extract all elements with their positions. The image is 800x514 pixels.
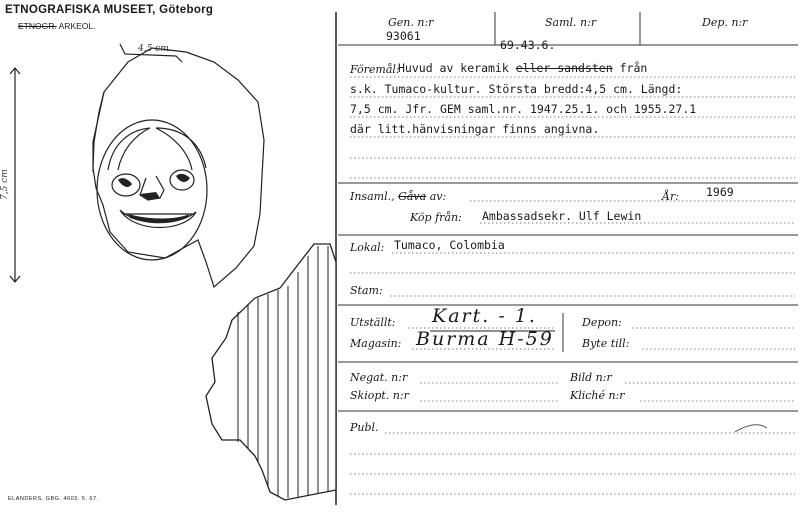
gava-struck: Gåva [398, 190, 427, 203]
gen-nr-label: Gen. n:r [388, 16, 434, 29]
foremal-line-4: där litt.hänvisningar finns angivna. [350, 122, 600, 136]
negat-label: Negat. n:r [350, 371, 408, 384]
dep-nr-label: Dep. n:r [702, 16, 748, 29]
sketch-width-note: 4,5 cm. [138, 44, 172, 54]
saml-nr-value: 69.43.6. [500, 38, 556, 52]
magasin-label: Magasin: [350, 337, 402, 350]
museum-title: ETNOGRAFISKA MUSEET, Göteborg [5, 4, 214, 16]
insaml-label: Insaml., Gåva av: [350, 190, 447, 203]
lokal-value: Tumaco, Colombia [394, 238, 505, 252]
profile-sketch [206, 244, 336, 500]
foremal-line-1: Huvud av keramik eller sandsten från [398, 61, 648, 75]
sketch-height-note: 7,5 cm [0, 169, 10, 200]
skiopt-label: Skiopt. n:r [350, 389, 409, 402]
department-line [18, 21, 96, 31]
ar-value: 1969 [706, 185, 734, 199]
stam-label: Stam: [350, 284, 383, 297]
department-struck: ETNOGR. [18, 21, 57, 31]
ar-label: År: [662, 190, 679, 203]
lokal-label: Lokal: [350, 241, 385, 254]
utstallt-value: Kart. - 1. [432, 305, 537, 327]
foremal-label: Föremål: [350, 63, 400, 76]
utstallt-label: Utställt: [350, 316, 396, 329]
depon-label: Depon: [582, 316, 622, 329]
saml-nr-label: Saml. n:r [545, 16, 597, 29]
kliche-label: Kliché n:r [570, 389, 625, 402]
magasin-value: Burma H-59 [416, 328, 554, 350]
kop-label: Köp från: [410, 211, 462, 224]
foremal-struck-text: eller sandsten [515, 61, 613, 75]
foremal-line-3: 7,5 cm. Jfr. GEM saml.nr. 1947.25.1. och 1955.27.1 [350, 102, 697, 116]
gen-nr-value: 93061 [386, 29, 421, 43]
byte-label: Byte till: [582, 337, 630, 350]
department-value: ARKEOL. [58, 21, 96, 31]
printer-imprint: ELANDERS. GBG. 4603. 5. 67. [8, 496, 99, 502]
publ-label: Publ. [350, 421, 379, 434]
mask-sketch [10, 44, 264, 287]
bild-label: Bild n:r [570, 371, 612, 384]
foremal-line-2: s.k. Tumaco-kultur. Största bredd:4,5 cm. Längd: [350, 82, 683, 96]
kop-value: Ambassadsekr. Ulf Lewin [482, 209, 642, 223]
